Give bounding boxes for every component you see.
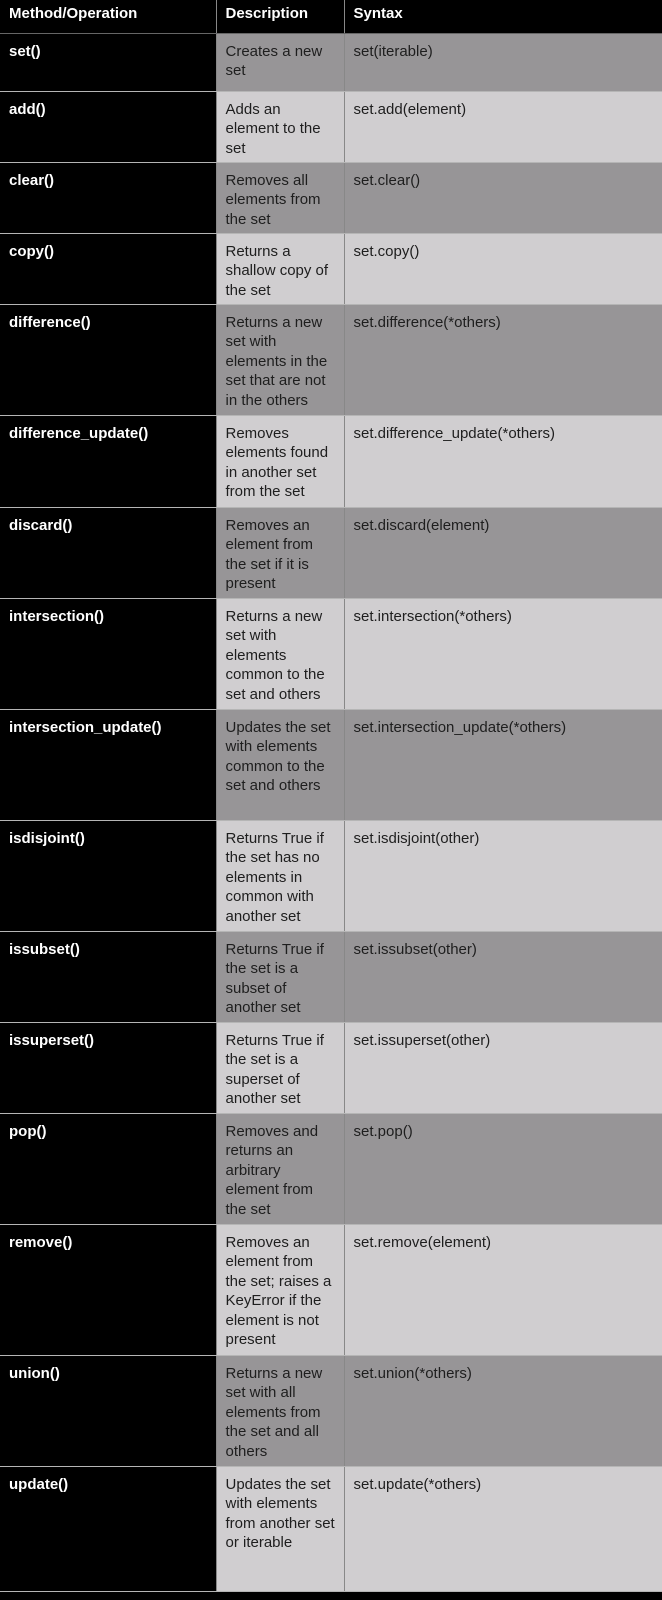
syntax-cell: set.update(*others) [344,1466,662,1591]
method-cell: update() [0,1466,216,1591]
table-row [0,931,662,1022]
description-cell: Returns a new set with elements in the set that are not in the others [216,304,344,415]
syntax-cell: set.clear() [344,162,662,233]
table-row [0,1022,662,1113]
table-row [0,233,662,304]
method-cell: add() [0,91,216,162]
method-cell: pop() [0,1113,216,1224]
syntax-cell: set(iterable) [344,33,662,91]
header-description: Description [216,0,344,33]
method-cell: intersection_update() [0,709,216,820]
syntax-cell: set.issuperset(other) [344,1022,662,1113]
method-cell: union() [0,1355,216,1466]
method-cell: difference_update() [0,415,216,507]
header-row [0,0,662,33]
table-row [0,1113,662,1224]
method-cell: set() [0,33,216,91]
description-cell: Returns a new set with elements common to the set and others [216,598,344,709]
syntax-cell: set.pop() [344,1113,662,1224]
syntax-cell: set.discard(element) [344,507,662,598]
method-cell: discard() [0,507,216,598]
syntax-cell: set.add(element) [344,91,662,162]
method-cell: copy() [0,233,216,304]
description-cell: Updates the set with elements common to the set and others [216,709,344,820]
method-cell: intersection() [0,598,216,709]
description-cell: Returns True if the set has no elements in common with another set [216,820,344,931]
header-syntax: Syntax [344,0,662,33]
table-row [0,1224,662,1355]
table-row [0,91,662,162]
description-cell: Returns a shallow copy of the set [216,233,344,304]
syntax-cell: set.union(*others) [344,1355,662,1466]
description-cell: Creates a new set [216,33,344,91]
table-row [0,415,662,507]
header-method: Method/Operation [0,0,216,33]
table-body [0,33,662,1591]
description-cell: Removes all elements from the set [216,162,344,233]
table-header [0,0,662,33]
method-cell: clear() [0,162,216,233]
syntax-cell: set.intersection_update(*others) [344,709,662,820]
table-row [0,33,662,91]
description-cell: Returns True if the set is a subset of another set [216,931,344,1022]
table-row [0,820,662,931]
method-cell: difference() [0,304,216,415]
syntax-cell: set.remove(element) [344,1224,662,1355]
table-row [0,709,662,820]
table-row [0,162,662,233]
syntax-cell: set.difference(*others) [344,304,662,415]
description-cell: Returns a new set with all elements from the set and all others [216,1355,344,1466]
description-cell: Adds an element to the set [216,91,344,162]
table-row [0,1466,662,1591]
description-cell: Returns True if the set is a superset of another set [216,1022,344,1113]
table-row [0,598,662,709]
table-row [0,1355,662,1466]
syntax-cell: set.intersection(*others) [344,598,662,709]
syntax-cell: set.isdisjoint(other) [344,820,662,931]
table-row [0,304,662,415]
syntax-cell: set.difference_update(*others) [344,415,662,507]
description-cell: Removes elements found in another set from the set [216,415,344,507]
syntax-cell: set.copy() [344,233,662,304]
description-cell: Updates the set with elements from another set or iterable [216,1466,344,1591]
method-cell: issuperset() [0,1022,216,1113]
description-cell: Removes and returns an arbitrary element from the set [216,1113,344,1224]
description-cell: Removes an element from the set; raises a KeyError if the element is not present [216,1224,344,1355]
method-cell: remove() [0,1224,216,1355]
method-cell: isdisjoint() [0,820,216,931]
method-cell: issubset() [0,931,216,1022]
table-row [0,507,662,598]
syntax-cell: set.issubset(other) [344,931,662,1022]
description-cell: Removes an element from the set if it is present [216,507,344,598]
